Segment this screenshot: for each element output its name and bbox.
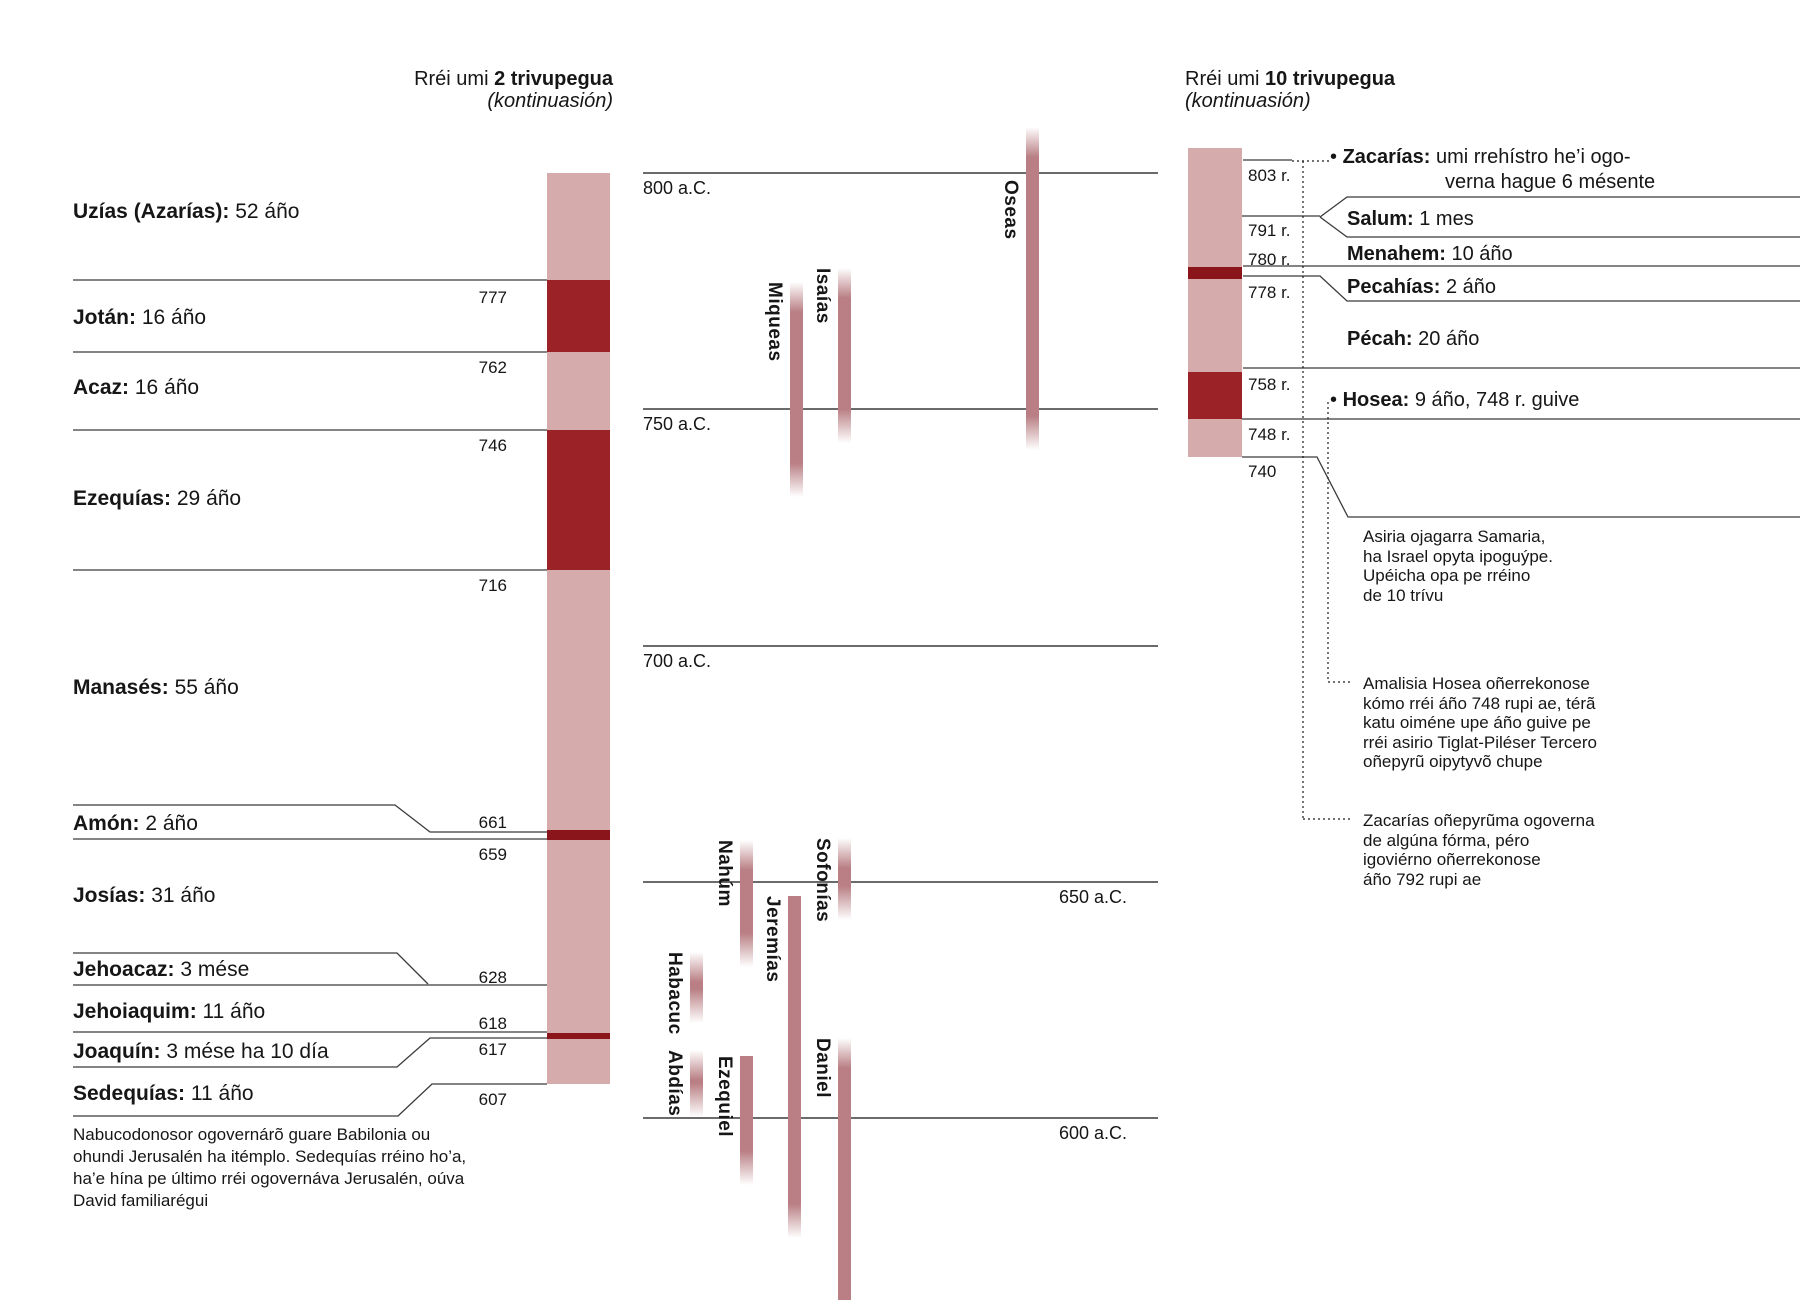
prophet-bar-isaias — [838, 268, 851, 443]
right-king-row — [1347, 243, 1513, 266]
left-king-row — [73, 1082, 254, 1106]
prophet-bar-sofonias — [838, 838, 851, 920]
king-reign-length: 11 áño — [202, 1000, 266, 1023]
prophet-label: Miqueas — [764, 282, 785, 362]
note-asiria: Asiria ojagarra Samaria, — [1363, 527, 1546, 546]
line — [1243, 276, 1800, 301]
prophet-label: Habacuc — [664, 952, 685, 1035]
king-reign-length: 20 áño — [1418, 328, 1480, 350]
left-year-label: 777 — [478, 288, 507, 307]
prophet-bar-daniel — [838, 1038, 851, 1300]
prophet-label: Isaías — [812, 268, 833, 324]
prophet-label: Sofonías — [812, 838, 833, 923]
note-amalisia: kómo rréi áño 748 rupi ae, térã — [1363, 693, 1596, 713]
right-king-row — [1347, 208, 1474, 231]
king-reign-length: 2 áño — [145, 812, 198, 835]
left-header-subtitle: (kontinuasión) — [487, 90, 613, 112]
prophet-bar-habacuc — [690, 952, 703, 1023]
note-zacarias: áño 792 rupi ae — [1363, 869, 1482, 889]
left-kings-bar-segment — [547, 430, 610, 570]
king-reign-length: 16 áño — [141, 306, 207, 329]
note-nabucodonosor: David familiarégui — [73, 1191, 209, 1210]
note-asiria: ha Israel opyta ipoguýpe. — [1363, 546, 1553, 566]
left-king-row — [73, 812, 198, 836]
king-name: Jehoiaquim: — [73, 1000, 197, 1023]
king-name: Pecahías: — [1347, 276, 1441, 298]
right-kings-bar-segment — [1188, 267, 1242, 279]
left-kings-bar-segment — [547, 570, 610, 830]
king-name: Amón: — [73, 812, 140, 835]
note-amalisia: rréi asirio Tiglat-Piléser Tercero — [1363, 732, 1597, 752]
right-kings-bar-segment — [1188, 279, 1242, 372]
king-reign-length: 3 mése — [180, 958, 250, 981]
axis-label: 700 a.C. — [643, 651, 712, 671]
left-kings-bar-segment — [547, 840, 610, 1033]
king-name: Ezequías: — [73, 487, 172, 510]
right-year-label: 748 r. — [1248, 425, 1291, 444]
prophet-bar-oseas — [1026, 127, 1039, 450]
king-reign-length: 29 áño — [176, 487, 242, 510]
left-king-row — [73, 376, 199, 400]
right-king-row — [1330, 146, 1631, 169]
right-year-label: 740 — [1248, 462, 1277, 481]
left-header — [313, 68, 613, 112]
king-reign-length: 1 mes — [1419, 208, 1474, 230]
left-year-label: 661 — [478, 813, 507, 832]
king-reign-length: 2 áño — [1445, 276, 1497, 298]
prophet-label: Nahúm — [714, 840, 735, 907]
left-king-row — [73, 884, 215, 908]
right-header — [1185, 68, 1395, 112]
king-name: Hosea: — [1342, 389, 1410, 411]
right-year-label: 758 r. — [1248, 375, 1291, 394]
left-year-label: 618 — [478, 1014, 507, 1033]
prophet-label: Jeremías — [762, 896, 783, 983]
king-name: Joaquín: — [73, 1040, 161, 1063]
note-amalisia: katu oiméne upe áño guive pe — [1363, 713, 1591, 732]
left-year-label: 716 — [478, 576, 507, 595]
king-name: Sedequías: — [73, 1082, 186, 1105]
axis-label: 650 a.C. — [1058, 887, 1127, 907]
note-nabucodonosor: ha’e hína pe último rréi ogovernáva Jerusalén, oúva — [73, 1169, 465, 1188]
king-name: Uzías (Azarías): — [73, 200, 230, 223]
left-kings-bar-segment — [547, 280, 610, 352]
king-reign-length: 11 áño — [190, 1082, 254, 1105]
king-reign-length: umi rrehístro he’i ogo- — [1435, 146, 1631, 168]
left-king-row — [73, 1040, 329, 1064]
left-year-label: 762 — [478, 358, 507, 377]
left-king-row — [73, 200, 299, 224]
note-amalisia: oñepyrũ oipytyvõ chupe — [1363, 752, 1543, 771]
right-king-row — [1347, 276, 1496, 299]
axis-label: 800 a.C. — [643, 178, 712, 198]
left-kings-bar-segment — [547, 1039, 610, 1084]
king-reign-length: 3 mése ha 10 día — [166, 1040, 329, 1063]
note-nabucodonosor: Nabucodonosor ogovernárõ guare Babilonia ou — [73, 1125, 431, 1144]
right-king-row-continuation: verna hague 6 mésente — [1445, 171, 1656, 193]
left-king-row — [73, 958, 249, 982]
prophet-bar-miqueas — [790, 282, 803, 497]
king-name: Menahem: — [1347, 243, 1446, 265]
right-kings-bar-segment — [1188, 419, 1242, 457]
bullet-icon: • — [1330, 389, 1338, 411]
king-name: Jehoacaz: — [73, 958, 175, 981]
king-name: Acaz: — [73, 376, 130, 399]
king-reign-length: 16 áño — [134, 376, 200, 399]
note-amalisia: Amalisia Hosea oñerrekonose — [1363, 674, 1590, 693]
note-zacarias: igoviérno oñerrekonose — [1363, 850, 1541, 869]
left-king-row — [73, 676, 239, 700]
right-king-row — [1330, 389, 1579, 412]
right-header-subtitle: (kontinuasión) — [1185, 90, 1311, 112]
left-year-label: 659 — [478, 845, 507, 864]
left-year-label: 746 — [478, 436, 507, 455]
note-zacarias: Zacarías oñepyrũma ogoverna — [1363, 811, 1595, 830]
left-kings-bar-segment — [547, 173, 610, 280]
king-name: Jotán: — [73, 306, 136, 329]
king-name: Josías: — [73, 884, 146, 907]
right-kings-bar-segment — [1188, 372, 1242, 419]
king-name: Manasés: — [73, 676, 169, 699]
right-year-label: 803 r. — [1248, 166, 1291, 185]
left-year-label: 607 — [478, 1090, 507, 1109]
prophet-label: Daniel — [812, 1038, 833, 1099]
right-year-label: 778 r. — [1248, 283, 1291, 302]
left-kings-bar-segment — [547, 830, 610, 840]
left-year-label: 617 — [478, 1040, 507, 1059]
king-name: Zacarías: — [1342, 146, 1431, 168]
king-reign-length: 9 áño, 748 r. guive — [1414, 389, 1580, 411]
king-name: Salum: — [1347, 208, 1414, 230]
king-name: Pécah: — [1347, 328, 1413, 350]
line — [1242, 457, 1800, 517]
king-reign-length: 10 áño — [1451, 243, 1513, 265]
left-king-row — [73, 1000, 265, 1024]
king-reign-length: 55 áño — [174, 676, 239, 699]
prophet-bar-jeremias — [788, 896, 801, 1238]
right-header-title: Rréi umi 10 trivupegua — [1185, 68, 1396, 90]
left-year-label: 628 — [478, 968, 507, 987]
right-year-label: 791 r. — [1248, 221, 1291, 240]
note-zacarias: de algúna fórma, péro — [1363, 830, 1530, 850]
left-header-title: Rréi umi 2 trivupegua — [414, 68, 613, 90]
king-reign-length: 52 áño — [235, 200, 300, 223]
left-kings-bar-segment — [547, 352, 610, 430]
prophet-label: Abdías — [664, 1050, 685, 1117]
left-king-row — [73, 306, 206, 330]
king-reign-length: 31 áño — [151, 884, 216, 907]
note-asiria: de 10 trívu — [1363, 585, 1444, 605]
axis-label: 600 a.C. — [1058, 1123, 1127, 1143]
left-king-row — [73, 487, 241, 511]
note-nabucodonosor: ohundi Jerusalén ha itémplo. Sedequías rréino ho’a, — [73, 1147, 467, 1166]
prophet-bar-abdias — [690, 1050, 703, 1117]
right-king-row — [1347, 328, 1479, 351]
note-asiria: Upéicha opa pe rréino — [1363, 566, 1531, 585]
right-kings-bar-segment — [1188, 148, 1242, 267]
prophet-bar-ezequiel — [740, 1056, 753, 1185]
axis-label: 750 a.C. — [643, 414, 712, 434]
right-year-label: 780 r. — [1248, 250, 1291, 269]
prophet-label: Ezequiel — [714, 1056, 735, 1138]
prophet-label: Oseas — [1000, 180, 1021, 240]
prophet-bar-nahum — [740, 840, 753, 967]
bullet-icon: • — [1330, 146, 1338, 168]
